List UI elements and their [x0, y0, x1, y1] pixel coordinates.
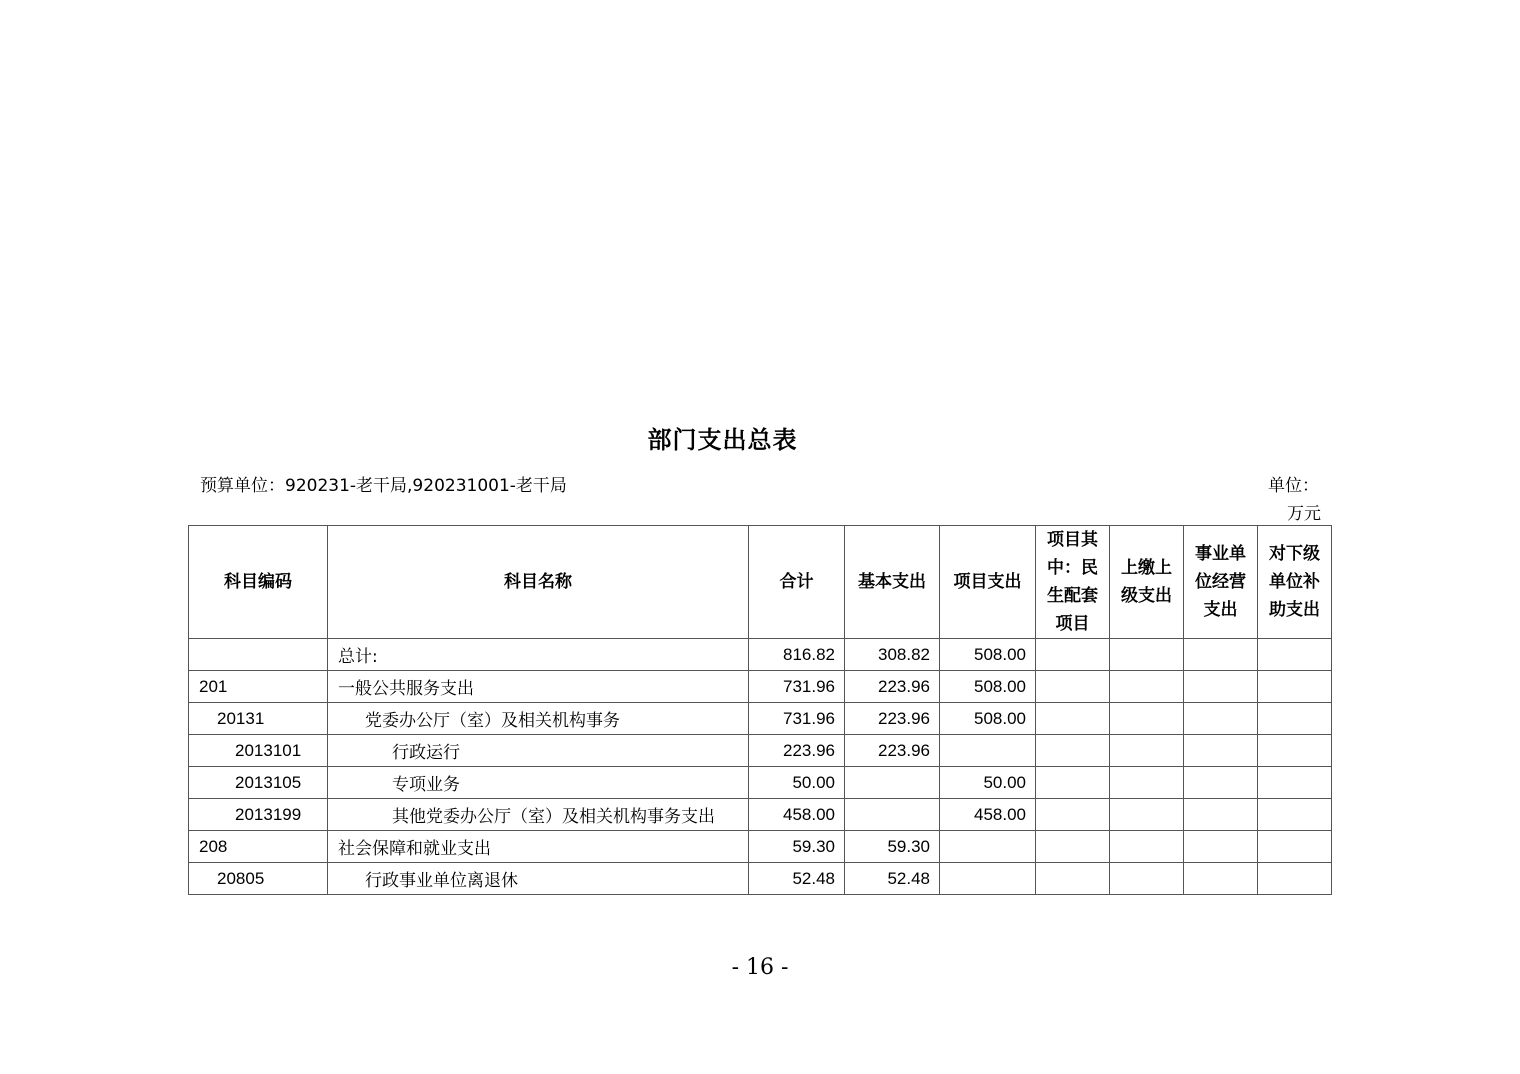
table-header-row — [189, 526, 1332, 639]
unit-value: 万元 — [1287, 504, 1321, 524]
page-title: 部门支出总表 — [647, 426, 798, 454]
cell-total: 223.96 — [749, 735, 845, 767]
header-code: 科目编码 — [189, 526, 328, 639]
header-project: 项目支出 — [940, 526, 1036, 639]
cell-upper — [1110, 671, 1184, 703]
cell-project: 508.00 — [940, 639, 1036, 671]
header-basic: 基本支出 — [845, 526, 940, 639]
cell-code: 20131 — [189, 703, 328, 735]
cell-total: 731.96 — [749, 671, 845, 703]
cell-minsheng — [1036, 671, 1110, 703]
cell-code: 208 — [189, 831, 328, 863]
cell-basic — [845, 799, 940, 831]
cell-basic: 223.96 — [845, 735, 940, 767]
cell-basic: 223.96 — [845, 703, 940, 735]
cell-minsheng — [1036, 767, 1110, 799]
cell-business — [1184, 735, 1258, 767]
table-row — [189, 863, 1332, 895]
cell-minsheng — [1036, 639, 1110, 671]
cell-code — [189, 639, 328, 671]
cell-minsheng — [1036, 863, 1110, 895]
unit-label: 单位： — [1268, 476, 1319, 496]
cell-project — [940, 863, 1036, 895]
cell-business — [1184, 671, 1258, 703]
cell-upper — [1110, 767, 1184, 799]
cell-name: 其他党委办公厅（室）及相关机构事务支出 — [328, 799, 749, 831]
cell-total: 731.96 — [749, 703, 845, 735]
cell-name: 行政事业单位离退休 — [328, 863, 749, 895]
cell-name: 社会保障和就业支出 — [328, 831, 749, 863]
header-upper: 上缴上级支出 — [1110, 526, 1184, 639]
cell-subsidy — [1258, 831, 1332, 863]
cell-basic — [845, 767, 940, 799]
cell-code: 2013101 — [189, 735, 328, 767]
cell-subsidy — [1258, 703, 1332, 735]
cell-upper — [1110, 799, 1184, 831]
cell-code: 2013199 — [189, 799, 328, 831]
cell-basic: 59.30 — [845, 831, 940, 863]
cell-upper — [1110, 735, 1184, 767]
cell-upper — [1110, 703, 1184, 735]
cell-subsidy — [1258, 735, 1332, 767]
cell-subsidy — [1258, 639, 1332, 671]
cell-project: 508.00 — [940, 671, 1036, 703]
cell-subsidy — [1258, 863, 1332, 895]
cell-name: 一般公共服务支出 — [328, 671, 749, 703]
cell-name: 党委办公厅（室）及相关机构事务 — [328, 703, 749, 735]
cell-name: 总计: — [328, 639, 749, 671]
cell-subsidy — [1258, 671, 1332, 703]
cell-upper — [1110, 831, 1184, 863]
table-row — [189, 767, 1332, 799]
cell-upper — [1110, 639, 1184, 671]
cell-code: 201 — [189, 671, 328, 703]
header-minsheng: 项目其中：民生配套项目 — [1036, 526, 1110, 639]
header-total: 合计 — [749, 526, 845, 639]
cell-total: 816.82 — [749, 639, 845, 671]
header-business: 事业单位经营支出 — [1184, 526, 1258, 639]
table-row — [189, 703, 1332, 735]
cell-business — [1184, 831, 1258, 863]
cell-business — [1184, 639, 1258, 671]
cell-total: 50.00 — [749, 767, 845, 799]
cell-business — [1184, 863, 1258, 895]
cell-code: 20805 — [189, 863, 328, 895]
page-number: - 16 - — [731, 955, 789, 980]
expenditure-table — [188, 525, 1332, 895]
cell-business — [1184, 799, 1258, 831]
cell-minsheng — [1036, 831, 1110, 863]
cell-project — [940, 735, 1036, 767]
cell-project: 508.00 — [940, 703, 1036, 735]
cell-minsheng — [1036, 799, 1110, 831]
cell-basic: 223.96 — [845, 671, 940, 703]
cell-subsidy — [1258, 767, 1332, 799]
cell-total: 52.48 — [749, 863, 845, 895]
cell-basic: 52.48 — [845, 863, 940, 895]
table-row — [189, 799, 1332, 831]
table-row — [189, 831, 1332, 863]
cell-minsheng — [1036, 735, 1110, 767]
table-row — [189, 735, 1332, 767]
cell-basic: 308.82 — [845, 639, 940, 671]
cell-total: 59.30 — [749, 831, 845, 863]
header-name: 科目名称 — [328, 526, 749, 639]
table-row — [189, 639, 1332, 671]
cell-project — [940, 831, 1036, 863]
cell-total: 458.00 — [749, 799, 845, 831]
cell-code: 2013105 — [189, 767, 328, 799]
cell-upper — [1110, 863, 1184, 895]
header-subsidy: 对下级单位补助支出 — [1258, 526, 1332, 639]
cell-name: 行政运行 — [328, 735, 749, 767]
cell-project: 458.00 — [940, 799, 1036, 831]
cell-project: 50.00 — [940, 767, 1036, 799]
cell-name: 专项业务 — [328, 767, 749, 799]
budget-unit-label: 预算单位：920231-老干局,920231001-老干局 — [200, 476, 567, 496]
cell-minsheng — [1036, 703, 1110, 735]
cell-business — [1184, 703, 1258, 735]
cell-business — [1184, 767, 1258, 799]
cell-subsidy — [1258, 799, 1332, 831]
table-row — [189, 671, 1332, 703]
